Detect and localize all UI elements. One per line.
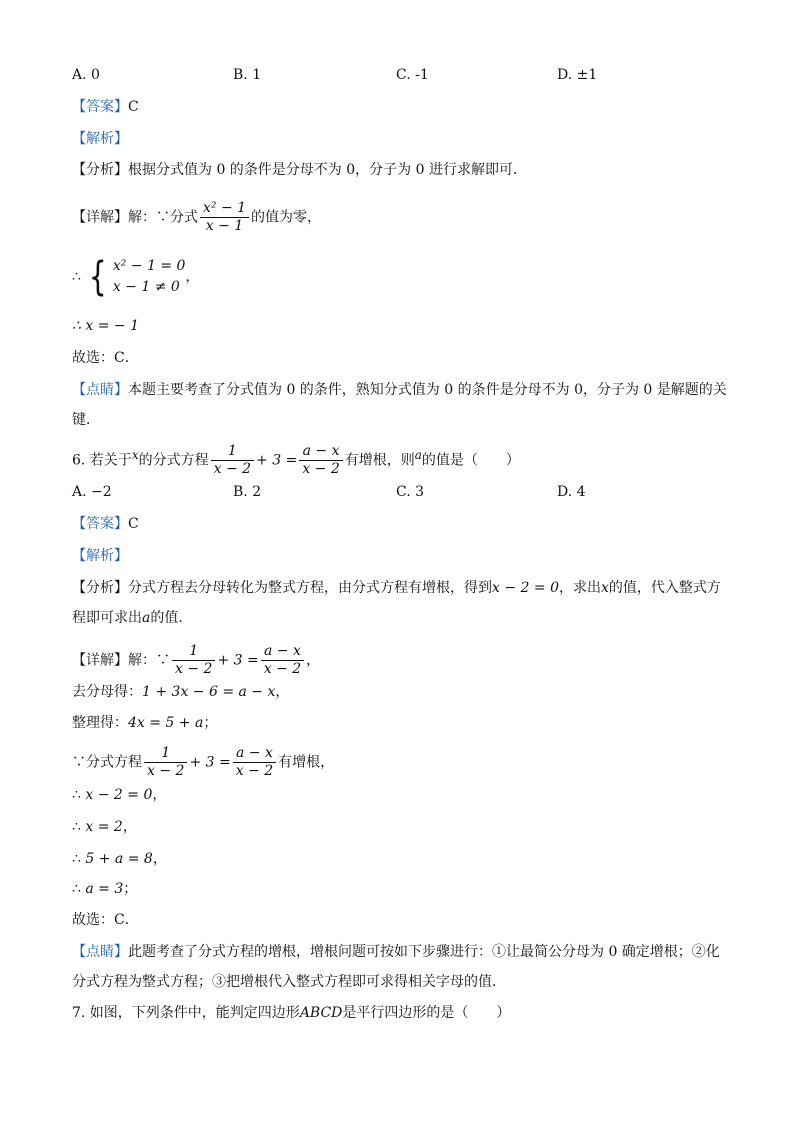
step-equation: 4x = 5 + a	[128, 715, 204, 731]
therefore-symbol: ∴	[72, 819, 81, 835]
q6-stem	[72, 443, 520, 478]
fraction-denominator: x − 2	[235, 763, 274, 779]
answer-tag: 【答案】	[72, 99, 128, 115]
system-line-2: x − 1 ≠ 0	[112, 279, 180, 295]
plus-three: + 3 =	[189, 754, 231, 771]
step-equation: 5 + a = 8	[85, 851, 153, 867]
q6-choice: 故选：C．	[72, 912, 139, 928]
fraction	[172, 643, 215, 678]
detail-tag: 【详解】	[72, 209, 128, 226]
fenxi-var-x: x	[600, 580, 609, 596]
detail-tag: 【详解】	[72, 652, 128, 669]
fraction-numerator: a − x	[233, 745, 276, 763]
fraction-denominator: x − 2	[147, 763, 185, 779]
step-equation: x − 2 = 0	[85, 787, 153, 803]
plus-three: + 3 =	[217, 652, 259, 669]
fraction-numerator: 1	[172, 643, 215, 661]
brace: {	[89, 254, 108, 300]
fenxi-text: 根据分式值为 0 的条件是分母不为 0，分子为 0 进行求解即可．	[128, 162, 527, 178]
answer-value: C	[128, 99, 139, 115]
answer-tag: 【答案】	[72, 516, 128, 532]
q7-quadrilateral: ABCD	[299, 1005, 343, 1021]
fenxi-tag: 【分析】	[72, 162, 128, 178]
step-end: ；	[203, 715, 218, 731]
q6-stem-post: 有增根，则	[344, 452, 415, 469]
q7-stem-pre: 7. 如图，下列条件中，能判定四边形	[72, 1005, 300, 1021]
q7-stem	[72, 1003, 510, 1023]
therefore-symbol: ∴	[72, 787, 81, 803]
step-label: 去分母得：	[72, 684, 142, 700]
q5-detail	[72, 200, 321, 235]
comment-tag: 【点睛】	[72, 944, 128, 960]
q6-step-4	[72, 785, 166, 805]
q5-result: ∴ x = − 1	[72, 318, 139, 334]
fenxi-equation: x − 2 = 0	[492, 580, 559, 596]
q7-stem-post: 是平行四边形的是（ ）	[342, 1005, 511, 1021]
q6-comment-line-2: 分式方程为整式方程；③把增根代入整式方程即可求得相关字母的值．	[72, 974, 506, 990]
step-equation: x = 2	[85, 819, 123, 835]
q6-stem-end: 的值是（ ）	[421, 452, 520, 469]
fraction	[144, 745, 187, 780]
q6-step-6	[72, 849, 167, 869]
comment-text: 本题主要考查了分式值为 0 的条件，熟知分式值为 0 的条件是分母不为 0，分子为 0 是解题的关	[128, 382, 727, 398]
fenxi-tag: 【分析】	[72, 580, 128, 596]
fraction-numerator: 1	[211, 443, 254, 461]
q6-var-x: x	[131, 447, 139, 462]
q5-option-b: B. 1	[233, 67, 262, 83]
q6-fraction-left	[211, 443, 254, 478]
q6-step-2	[72, 713, 217, 733]
step-end: ；	[123, 881, 138, 897]
q6-step-3	[72, 745, 334, 780]
therefore-symbol: ∴	[72, 881, 81, 897]
q6-fenxi-line-1	[72, 578, 721, 598]
q6-var-a: a	[414, 447, 422, 462]
analysis-tag: 【解析】	[72, 131, 128, 147]
fraction-numerator: 1	[144, 745, 187, 763]
fraction-denominator: x − 1	[205, 218, 244, 234]
fraction-denominator: x − 2	[213, 461, 252, 477]
detail-tail: 的值为零，	[251, 209, 322, 226]
comment-tag: 【点睛】	[72, 382, 128, 398]
detail-intro: 解：∵分式	[128, 209, 198, 226]
step-end: ，	[152, 787, 167, 803]
therefore-symbol: ∴	[72, 269, 81, 285]
fraction	[261, 643, 304, 678]
fraction	[200, 200, 249, 235]
fraction-denominator: x − 2	[175, 661, 213, 677]
q6-plus-three: + 3 =	[256, 452, 298, 469]
step-text: ∵分式方程	[72, 754, 142, 771]
q6-option-b: B. 2	[233, 484, 262, 500]
analysis-tag: 【解析】	[72, 548, 128, 564]
q5-comment-line-2: 键．	[72, 412, 100, 428]
q5-answer	[72, 97, 139, 117]
fenxi-text: 分式方程去分母转化为整式方程，由分式方程有增根，得到	[128, 580, 492, 596]
comment-text: 此题考查了分式方程的增根，增根问题可按如下步骤进行：①让最简公分母为 0 确定增根；②化	[128, 944, 720, 960]
detail-tail: ，	[306, 652, 321, 669]
q6-answer	[72, 514, 139, 534]
q6-option-a: A. −2	[72, 484, 112, 500]
q6-analysis-heading	[72, 546, 128, 566]
q6-fenxi-line-2	[72, 608, 192, 628]
q5-system	[72, 256, 199, 298]
step-end: ，	[152, 851, 167, 867]
fraction-numerator: a − x	[299, 443, 342, 461]
q6-stem-pre: 6. 若关于	[72, 452, 132, 469]
step-text: 有增根，	[278, 754, 335, 771]
q6-detail	[72, 643, 320, 678]
step-end: ，	[275, 684, 290, 700]
q5-option-a: A. 0	[72, 67, 100, 83]
q6-option-c: C. 3	[396, 484, 425, 500]
q5-option-c: C. -1	[396, 67, 429, 83]
fraction-numerator: a − x	[261, 643, 304, 661]
system-line-1: x² − 1 = 0	[112, 258, 186, 274]
fenxi-text: 程即可求出	[72, 610, 142, 626]
q5-option-d: D. ±1	[557, 67, 598, 83]
q5-analysis-heading	[72, 129, 128, 149]
q5-choice: 故选：C．	[72, 350, 139, 366]
fenxi-text: 的值．	[150, 610, 193, 626]
therefore-symbol: ∴	[72, 851, 81, 867]
q5-fenxi	[72, 160, 527, 180]
step-equation: a = 3	[85, 881, 124, 897]
q6-step-7	[72, 879, 137, 899]
q6-comment-line-1	[72, 942, 720, 962]
q6-step-5	[72, 817, 137, 837]
q6-option-d: D. 4	[557, 484, 586, 500]
step-label: 整理得：	[72, 715, 128, 731]
fraction	[233, 745, 276, 780]
system-tail: ，	[185, 269, 200, 285]
fenxi-text: 的值，代入整式方	[608, 580, 721, 596]
fenxi-text: ，求出	[558, 580, 601, 596]
fraction-denominator: x − 2	[263, 661, 302, 677]
step-equation: 1 + 3x − 6 = a − x	[142, 684, 276, 700]
answer-value: C	[128, 516, 139, 532]
fenxi-var-a: a	[142, 610, 151, 626]
q6-step-1	[72, 682, 289, 702]
equation-system	[85, 256, 185, 298]
q5-comment-line-1	[72, 380, 727, 400]
fraction-denominator: x − 2	[302, 461, 340, 477]
step-end: ，	[122, 819, 137, 835]
q6-stem-mid: 的分式方程	[138, 452, 209, 469]
fraction-numerator: x² − 1	[200, 200, 249, 218]
q6-fraction-right	[299, 443, 342, 478]
detail-intro: 解：∵	[128, 652, 170, 669]
